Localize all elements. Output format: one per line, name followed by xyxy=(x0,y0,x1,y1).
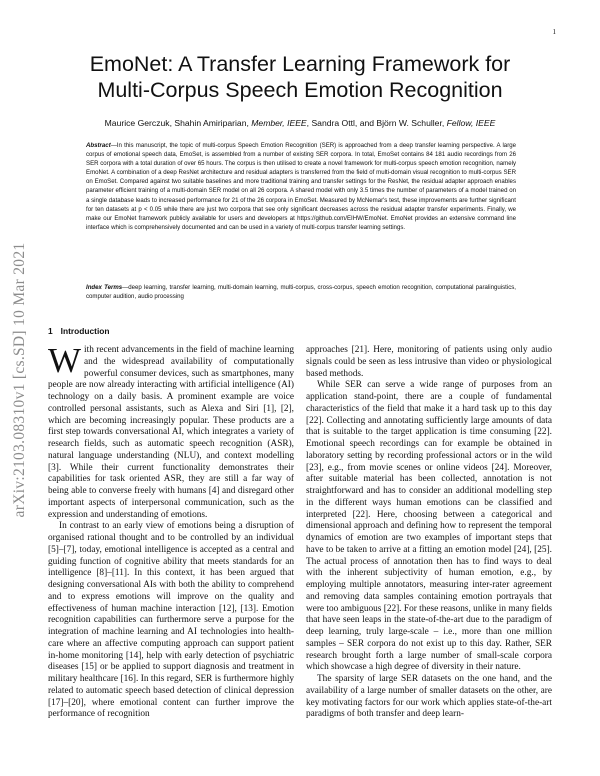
intro-paragraph-1-text: ith recent advancements in the field of machine learning and the widespread availability of computationally powerful consumer devices, such as smartphones, many people are now already interacting with artificial intelligence (AI) technology on a daily basis. A prominent example are voice controlled personal assistants, such as Alexa and Siri [1], [2], which are becoming increasingly popular. These products are a first step towards conversational AI, which integrates a variety of research fields, such as automatic speech recognition (ASR), natural language understanding (NLU), and context modelling [3]. While their current functionality demonstrates their capabilities for task oriented ASR, they are still a far way of being able to converse freely with humans [4] and disregard other important aspects of interpersonal communication, such as the expression and understanding of emotions. xyxy=(48,345,294,520)
arxiv-identifier-stamp xyxy=(8,150,32,610)
abstract xyxy=(86,141,516,232)
authors-membership-2: Fellow, IEEE xyxy=(446,118,496,128)
section-heading-introduction xyxy=(48,326,110,336)
authors-membership-1: Member, IEEE xyxy=(251,118,307,128)
intro-paragraph-1 xyxy=(48,341,294,521)
intro-paragraph-2: In contrast to an early view of emotions being a disruption of organised rational thought and to be controlled by an individual [5]–[7], today, emotional intelligence is accepted as a central and guiding function of cognitive ability that meets standards for an intelligence [8]–[11]. In this context, it has been argued that designing conversational AIs with both the ability to comprehend and to express emotions will improve on the quality and effectiveness of human machine interaction [12], [13]. Emotion recognition capabilities can furthermore serve a purpose for the integration of machine learning and AI technologies into health-care where an affective computing approach can support patient in-home monitoring [14], help with early detection of psychiatric diseases [15] or be applied to support diagnosis and treatment in military healthcare [16]. In this regard, SER is furthermore highly related to automatic speech based detection of clinical depression [17]–[20], where emotional content can further improve the performance of recognition xyxy=(48,521,294,720)
intro-paragraph-5: The sparsity of large SER datasets on the one hand, and the availability of a large number of smaller datasets on the other, are key motivating factors for our work which applies state-of-the-art paradigms of both transfer and deep learn- xyxy=(306,674,552,720)
author-list xyxy=(44,118,556,128)
left-column xyxy=(48,341,294,721)
title-line-2: Multi-Corpus Speech Emotion Recognition xyxy=(97,78,503,102)
intro-paragraph-3: approaches [21]. Here, monitoring of patients using only audio signals could be seen as less intrusive than video or physiological based methods. xyxy=(306,345,552,379)
title-line-1: EmoNet: A Transfer Learning Framework for xyxy=(89,52,511,76)
paper-title xyxy=(48,51,552,103)
abstract-text: —In this manuscript, the topic of multi-corpus Speech Emotion Recognition (SER) is approached from a deep transfer learning perspective. A large corpus of emotional speech data, EmoSet, is assembled from a number of existing SER corpora. In total, EmoSet contains 84 181 audio recordings from 26 SER corpora with a total duration of over 65 hours. The corpus is then utilised to create a novel framework for multi-corpus speech emotion recognition, namely EmoNet. A combination of a deep ResNet architecture and residual adapters is transferred from the field of multi-domain visual recognition to multi-corpus SER on EmoSet. Compared against two suitable baselines and more traditional training and transfer settings for the ResNet, the residual adapter approach enables parameter efficient training of a multi-domain SER model on all 26 corpora. A shared model with only 3.5 times the number of parameters of a model trained on a single database leads to increased performance for 21 of the 26 corpora in EmoSet. Measured by McNemar's test, these improvements are further significant for ten datasets at p < 0.05 while there are just two corpora that see only significant decreases across the residual adapter transfer experiments. Finally, we make our EmoNet framework publicly available for users and developers at https://github.com/EIHW/EmoNet. EmoNet provides an extensive command line interface which is comprehensively documented and can be used in a variety of multi-corpus transfer learning settings. xyxy=(86,142,516,231)
arxiv-identifier-text: arXiv:2103.08310v1 [cs.SD] 10 Mar 2021 xyxy=(11,242,28,518)
intro-paragraph-4: While SER can serve a wide range of purposes from an application stand-point, there are a couple of fundamental characteristics of the field that make it a hard task up to this day [22]. Collecting and annotating sufficiently large amounts of data that is suitable to the target application is time consuming [22]. Emotional speech recordings can for example be obtained in laboratory setting by recording professional actors or in the wild [23], e.g., from movie scenes or online videos [24]. Moreover, after suitable material has been collected, annotation is not straightforward and has to consider an additional modelling step in the different ways human emotions can be classified and interpreted [22]. Here, choosing between a categorical and dimensional approach and defining how to represent the temporal dynamics of emotion are two examples of important steps that have to be taken to arrive at a fitting an emotion model [24], [25]. The actual process of annotation then has to find ways to deal with the inherent subjectivity of human emotion, e.g., by employing multiple annotators, measuring inter-rater agreement and removing data samples containing emotion portrayals that were too ambiguous [22]. For these reasons, unlike in many fields that have seen leaps in the state-of-the-art due to the paradigm of deep learning, truly large-scale – i.e., more than one million samples – SER corpora do not exist up to this day. Rather, SER research brought forth a large number of small-scale corpora which showcase a high degree of diversity in their nature. xyxy=(306,380,552,673)
page-number: 1 xyxy=(552,28,556,36)
abstract-label: Abstract xyxy=(86,142,111,149)
section-title: Introduction xyxy=(60,326,110,336)
authors-part-2: , Sandra Ottl, and Björn W. Schuller, xyxy=(306,118,447,128)
right-column xyxy=(306,345,552,721)
drop-cap: W xyxy=(48,341,82,380)
index-terms-text: —deep learning, transfer learning, multi-domain learning, multi-corpus, cross-corpus, speech emotion recognition, computational paralinguistics, computer audition, audio processing xyxy=(86,284,516,301)
section-number: 1 xyxy=(48,326,53,336)
authors-part-1: Maurice Gerczuk, Shahin Amiriparian, xyxy=(104,118,252,128)
index-terms xyxy=(86,283,516,301)
index-terms-label: Index Terms xyxy=(86,284,123,291)
